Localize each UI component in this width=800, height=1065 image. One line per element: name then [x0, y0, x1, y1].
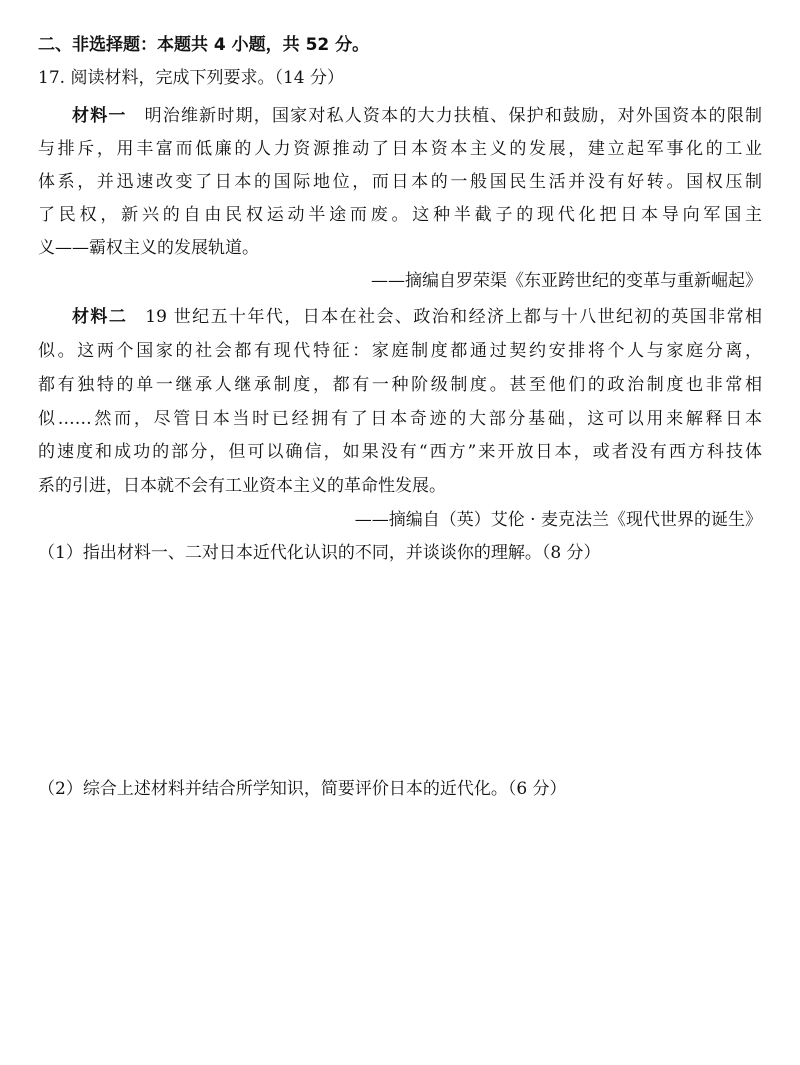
- sub-question-1: （1）指出材料一、二对日本近代化认识的不同，并谈谈你的理解。（8 分）: [38, 543, 601, 563]
- section-header: 二、非选择题：本题共 4 小题，共 52 分。: [38, 35, 370, 55]
- sub-question-2: （2）综合上述材料并结合所学知识，简要评价日本的近代化。（6 分）: [38, 779, 567, 799]
- question-stem: 17. 阅读材料，完成下列要求。（14 分）: [38, 68, 344, 88]
- material-2-text-1: 19 世纪五十年代，日本在社会、政治和经济上都与十八世纪初的英国非常相: [145, 307, 763, 327]
- material-2-line-5: 的速度和成功的部分，但可以确信，如果没有“西方”来开放日本，或者没有西方科技体: [38, 442, 762, 462]
- material-2-line-6: 系的引进，日本就不会有工业资本主义的革命性发展。: [38, 476, 446, 496]
- material-2-source: ——摘编自（英）艾伦 · 麦克法兰《现代世界的诞生》: [354, 510, 762, 530]
- material-1-line-2: 与排斥，用丰富而低廉的人力资源推动了日本资本主义的发展，建立起军事化的工业: [38, 139, 762, 159]
- material-1-label: 材料一: [72, 106, 127, 126]
- material-1-line-4: 了民权，新兴的自由民权运动半途而废。这种半截子的现代化把日本导向军国主: [38, 205, 762, 225]
- material-1-source: ——摘编自罗荣渠《东亚跨世纪的变革与重新崛起》: [371, 271, 762, 291]
- material-2-line-1: [72, 306, 762, 328]
- material-2-line-2: 似。这两个国家的社会都有现代特征：家庭制度都通过契约安排将个人与家庭分离，: [38, 341, 762, 361]
- material-2-label: 材料二: [72, 307, 128, 327]
- material-1-line-5: 义——霸权主义的发展轨道。: [38, 238, 259, 258]
- material-2-line-4: 似……然而，尽管日本当时已经拥有了日本奇迹的大部分基础，这可以用来解释日本: [38, 409, 762, 429]
- material-2-line-3: 都有独特的单一继承人继承制度，都有一种阶级制度。甚至他们的政治制度也非常相: [38, 375, 762, 395]
- material-1-line-3: 体系，并迅速改变了日本的国际地位，而日本的一般国民生活并没有好转。国权压制: [38, 172, 762, 192]
- material-1-line-1: [72, 105, 762, 127]
- material-1-text-1: 明治维新时期，国家对私人资本的大力扶植、保护和鼓励，对外国资本的限制: [144, 106, 763, 126]
